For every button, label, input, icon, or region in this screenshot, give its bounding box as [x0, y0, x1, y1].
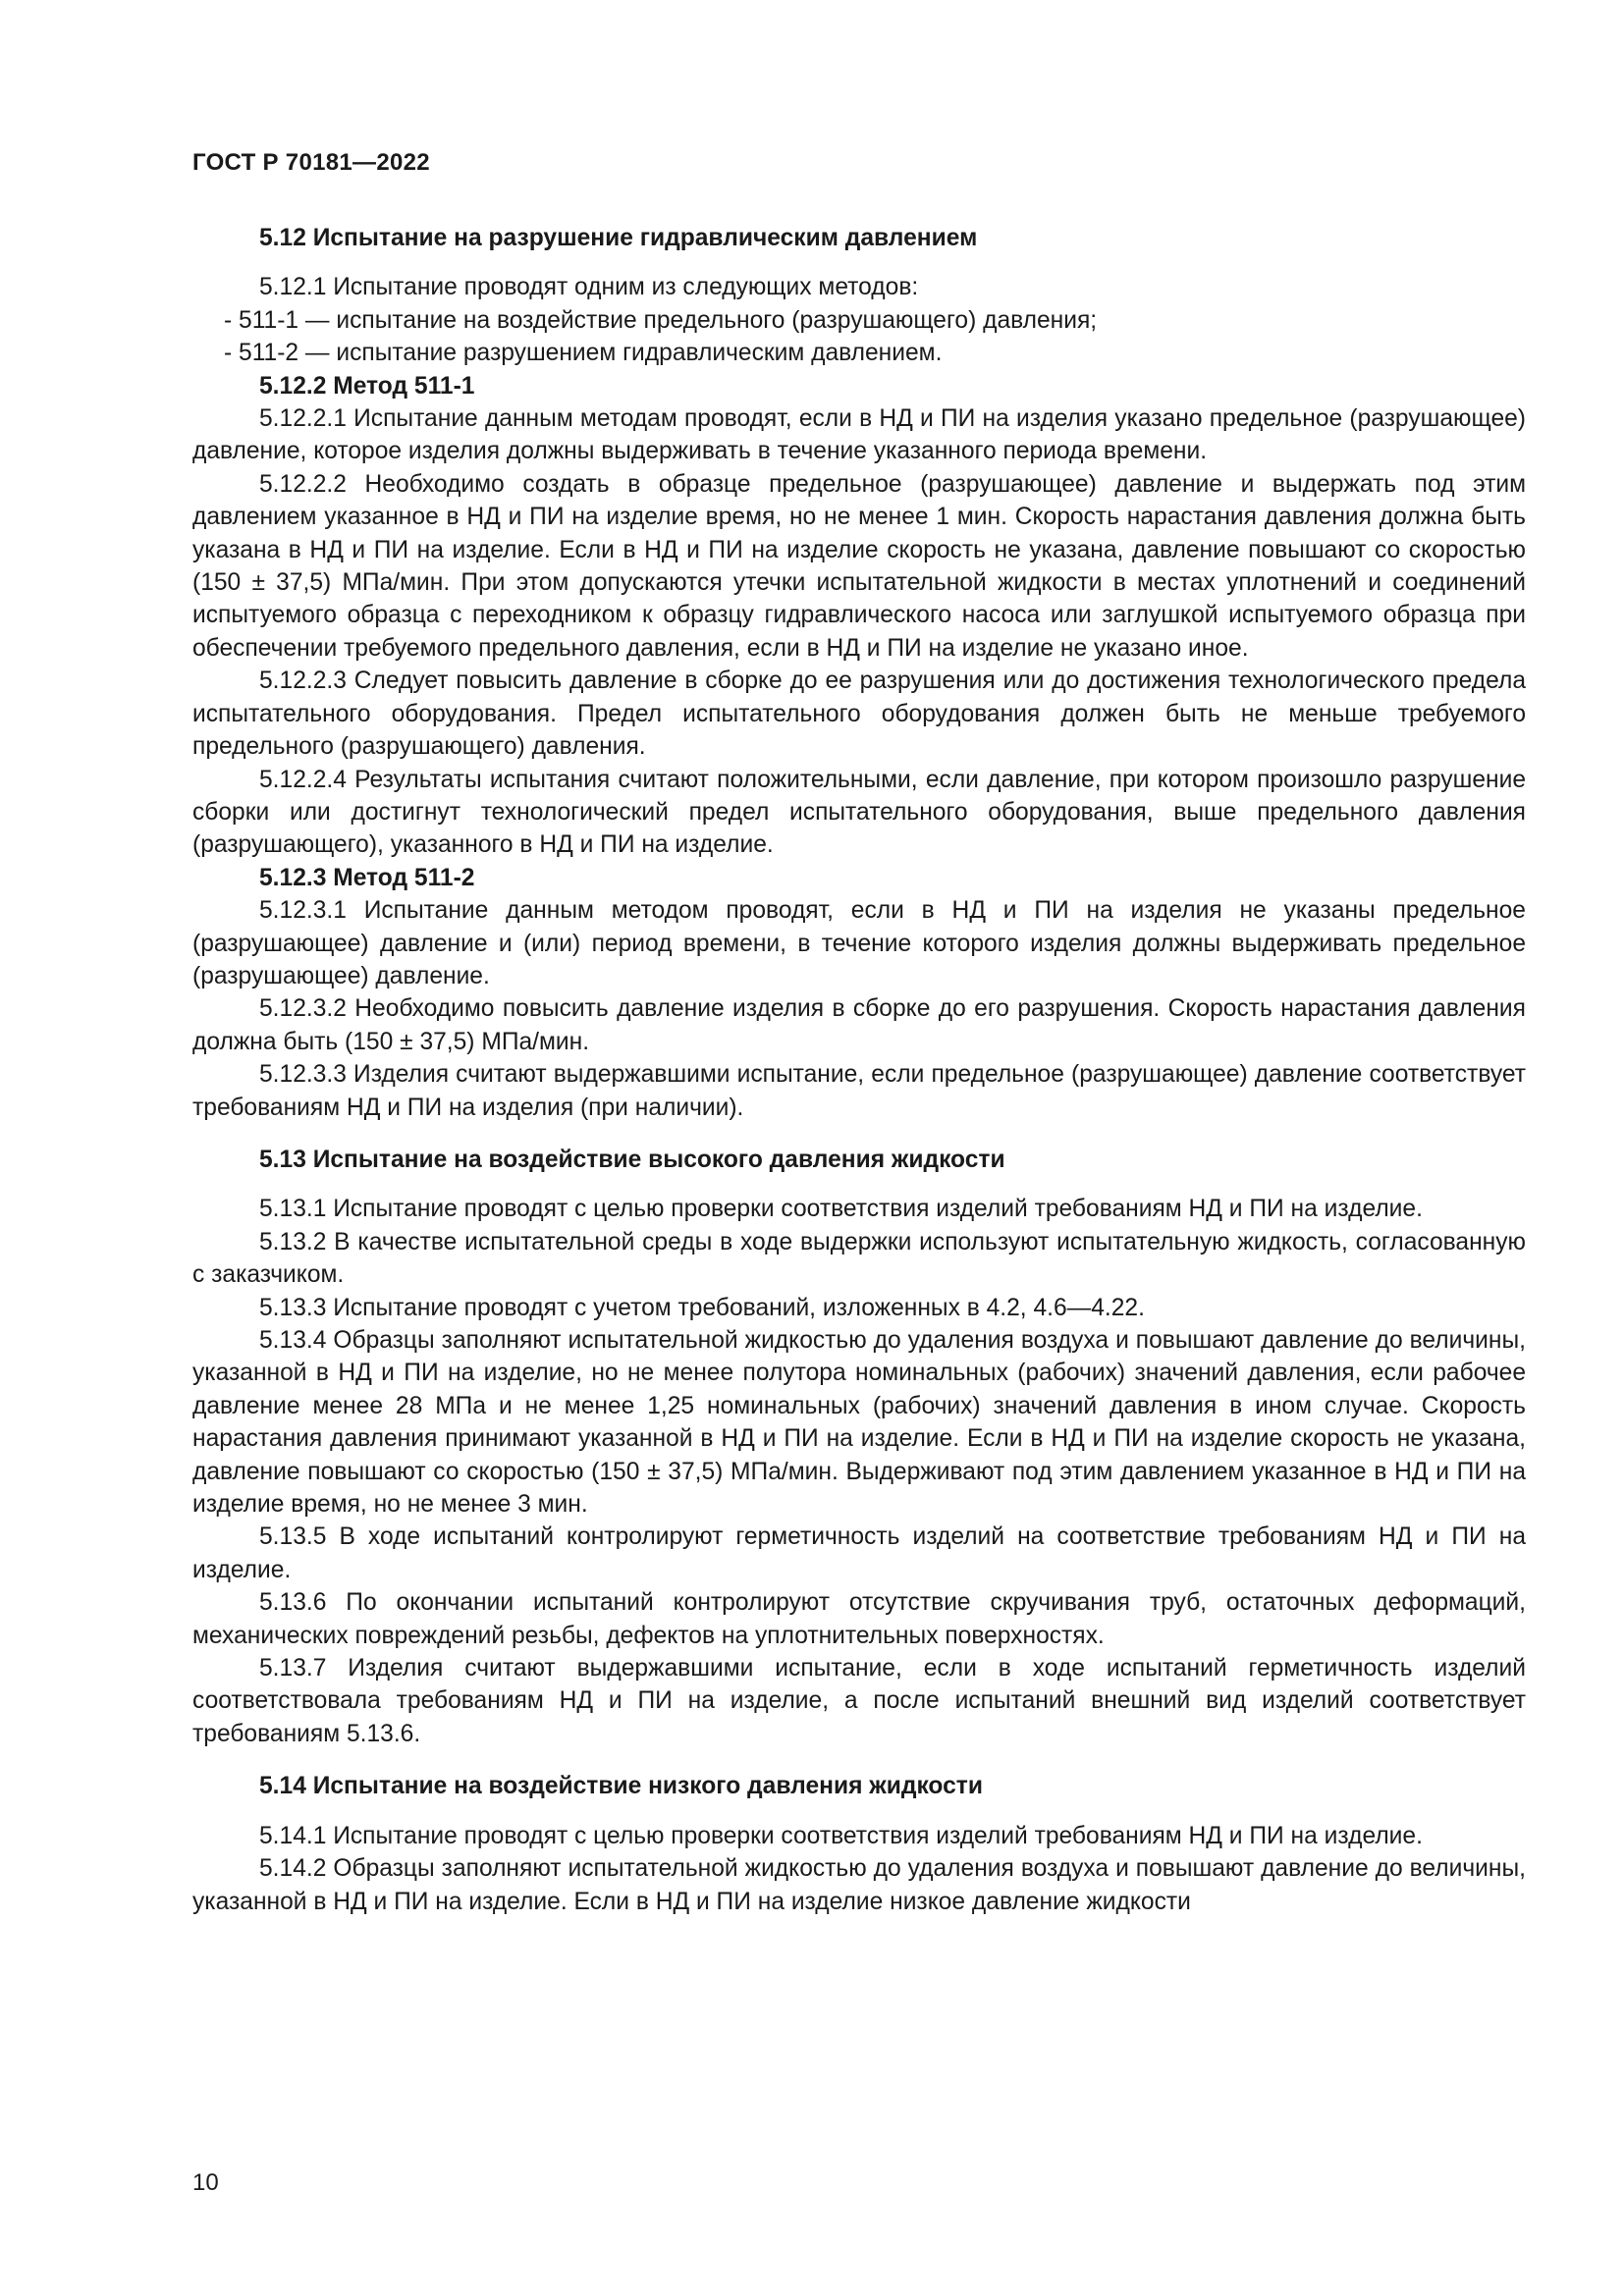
paragraph: 5.13.4 Образцы заполняют испытательной жидкостью до удаления воздуха и повышают давление до величины, указанной в НД и ПИ на изделие, но не менее полутора номинальных (рабочих) значений давления, если рабочее давление менее 28 МПа и не менее 1,25 номинальных (рабочих) значений давления в ином случае. Скорость нарастания давления принимают указанной в НД и ПИ на изделие. Если в НД и ПИ на изделие скорость не указана, давление повышают со скоростью (150 ± 37,5) МПа/мин. Выдерживают под этим давлением указанное в НД и ПИ на изделие время, но не менее 3 мин.	[192, 1327, 1526, 1519]
paragraph: 5.12.3.3 Изделия считают выдержавшими испытание, если предельное (разрушающее) давление соответствует требованиям НД и ПИ на изделия (при наличии).	[192, 1061, 1526, 1121]
document-code-header: ГОСТ Р 70181—2022	[192, 149, 430, 176]
paragraph: 5.12.2.2 Необходимо создать в образце предельное (разрушающее) давление и выдержать под этим давлением указанное в НД и ПИ на изделие время, но не менее 1 мин. Скорость нарастания давления должна быть указана в НД и ПИ на изделие. Если в НД и ПИ на изделие скорость не указана, давление повышают со скоростью (150 ± 37,5) МПа/мин. При этом допускаются утечки испытательной жидкости в местах уплотнений и соединений испытуемого образца с переходником к образцу гидравлического насоса или заглушкой испытуемого образца при обеспечении требуемого предельного давления, если в НД и ПИ на изделие не указано иное.	[192, 470, 1526, 662]
paragraph: 5.12.1 Испытание проводят одним из следующих методов:	[259, 274, 919, 301]
paragraph: 5.13.7 Изделия считают выдержавшими испытание, если в ходе испытаний герметичность изделий соответствовала требованиям НД и ПИ на изделие, а после испытаний внешний вид изделий соответствует требованиям 5.13.6.	[192, 1655, 1526, 1747]
subsection-title: 5.12.3 Метод 511-2	[259, 864, 475, 891]
list-item: - 511-1 — испытание на воздействие предельного (разрушающего) давления;	[224, 306, 1098, 334]
paragraph: 5.12.2.4 Результаты испытания считают положительными, если давление, при котором произошло разрушение сборки или достигнут технологический предел испытательного оборудования, выше предельного давления (разрушающего), указанного в НД и ПИ на изделие.	[192, 766, 1526, 859]
paragraph: 5.13.1 Испытание проводят с целью проверки соответствия изделий требованиям НД и ПИ на изделие.	[259, 1196, 1423, 1223]
section-title: 5.13 Испытание на воздействие высокого давления жидкости	[259, 1146, 1005, 1173]
section-title: 5.14 Испытание на воздействие низкого давления жидкости	[259, 1773, 983, 1800]
subsection-title: 5.12.2 Метод 511-1	[259, 372, 475, 400]
list-item: - 511-2 — испытание разрушением гидравлическим давлением.	[224, 340, 943, 367]
paragraph: 5.13.2 В качестве испытательной среды в ходе выдержки используют испытательную жидкость, согласованную с заказчиком.	[192, 1228, 1526, 1289]
paragraph: 5.14.2 Образцы заполняют испытательной жидкостью до удаления воздуха и повышают давление до величины, указанной в НД и ПИ на изделие. Если в НД и ПИ на изделие низкое давление жидкости	[192, 1855, 1526, 1915]
paragraph: 5.14.1 Испытание проводят с целью проверки соответствия изделий требованиям НД и ПИ на изделие.	[259, 1822, 1423, 1849]
paragraph: 5.13.6 По окончании испытаний контролируют отсутствие скручивания труб, остаточных деформаций, механических повреждений резьбы, дефектов на уплотнительных поверхностях.	[192, 1589, 1526, 1649]
paragraph: 5.12.2.1 Испытание данным методам проводят, если в НД и ПИ на изделия указано предельное (разрушающее) давление, которое изделия должны выдерживать в течение указанного периода времени.	[192, 405, 1526, 465]
page-number: 10	[192, 2169, 219, 2196]
paragraph: 5.12.2.3 Следует повысить давление в сборке до ее разрушения или до достижения технологического предела испытательного оборудования. Предел испытательного оборудования должен быть не меньше требуемого предельного (разрушающего) давления.	[192, 667, 1526, 761]
paragraph: 5.12.3.2 Необходимо повысить давление изделия в сборке до его разрушения. Скорость нарастания давления должна быть (150 ± 37,5) МПа/мин.	[192, 995, 1526, 1055]
paragraph: 5.13.5 В ходе испытаний контролируют герметичность изделий на соответствие требованиям НД и ПИ на изделие.	[192, 1523, 1526, 1583]
paragraph: 5.13.3 Испытание проводят с учетом требований, изложенных в 4.2, 4.6—4.22.	[259, 1294, 1145, 1321]
document-body	[192, 222, 1526, 1918]
section-title: 5.12 Испытание на разрушение гидравлическим давлением	[259, 225, 978, 251]
paragraph: 5.12.3.1 Испытание данным методом проводят, если в НД и ПИ на изделия не указаны предельное (разрушающее) давление и (или) период времени, в течение которого изделия должны выдерживать предельное (разрушающее) давление.	[192, 897, 1526, 989]
